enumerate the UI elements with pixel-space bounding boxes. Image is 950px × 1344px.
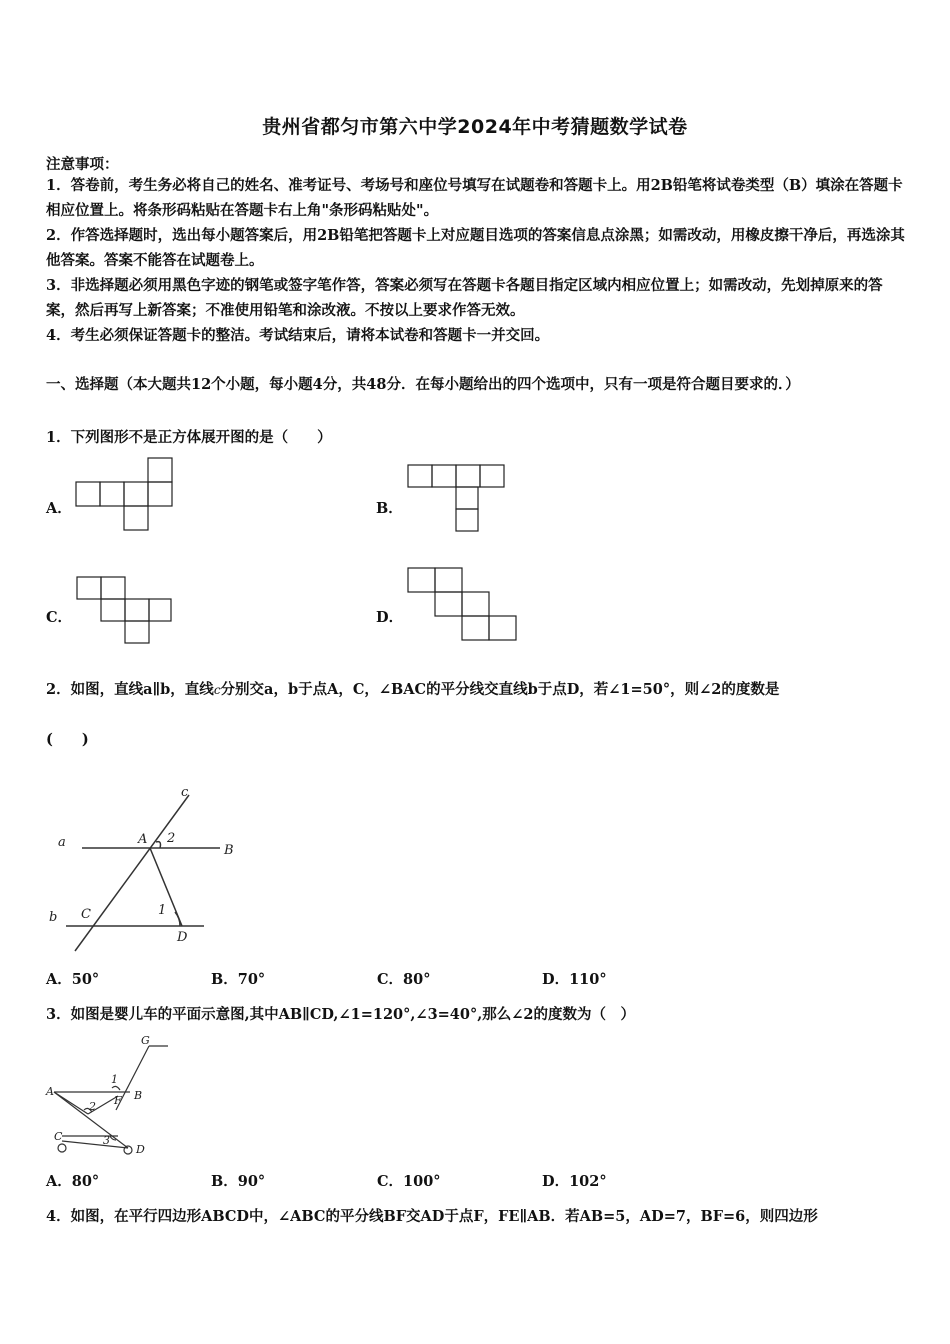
q1-option-a-figure (70, 455, 180, 535)
q1-option-d-figure (400, 563, 525, 648)
section-heading: 一、选择题（本大题共12个小题，每小题4分，共48分．在每小题给出的四个选项中，只有一项是符合题目要求的．） (46, 376, 800, 393)
q3-label-1: 1 (111, 1073, 118, 1086)
notice-item-2: 2．作答选择题时，选出每小题答案后，用2B铅笔把答题卡上对应题目选项的答案信息点涂黑；如需改动，用橡皮擦干净后，再选涂其他答案。答案不能答在试题卷上。 (46, 227, 905, 269)
q2-label-1: 1 (158, 903, 167, 918)
q2-choice-c: C．80° (377, 971, 431, 988)
q3-label-B: B (134, 1089, 143, 1102)
q3-label-F: F (114, 1094, 122, 1107)
q3-label-G: G (141, 1034, 150, 1047)
q2-label-a: a (58, 835, 66, 850)
q2-label-D: D (177, 930, 188, 945)
q3-choice-a: A．80° (46, 1173, 100, 1190)
page-title: 贵州省都匀市第六中学2024年中考猜题数学试卷 (262, 116, 688, 138)
angle-2-arc (156, 842, 161, 848)
q2-stem-italic-c: c (213, 683, 221, 697)
q1-option-c-figure (70, 573, 180, 648)
q1-option-b-label: B． (376, 500, 403, 517)
q2-stem-part-2: 分别交a，b于点A，C，∠BAC的平分线交直线b于点D，若∠1=50°，则∠2的度数是 (220, 681, 780, 698)
q2-choice-a: A．50° (46, 971, 100, 988)
q4-stem: 4．如图，在平行四边形ABCD中，∠ABC的平分线BF交AD于点F，FE∥AB．若AB=5，AD=7，BF=6，则四边形 (46, 1208, 818, 1225)
q2-choice-d: D．110° (542, 971, 607, 988)
line-c (75, 795, 189, 951)
q3-choice-d: D．102° (542, 1173, 607, 1190)
q1-option-c-label: C． (46, 609, 73, 626)
wheel-d (124, 1146, 132, 1154)
q1-option-b-figure (400, 460, 510, 535)
q3-label-A: A (46, 1085, 54, 1098)
q2-stem-part-1: 2．如图，直线a∥b，直线 (46, 681, 214, 698)
q2-stem (46, 678, 779, 699)
notice-item-4: 4．考生必须保证答题卡的整洁。考试结束后，请将本试卷和答题卡一并交回。 (46, 327, 550, 344)
q3-figure (46, 1032, 176, 1162)
q2-choice-b: B．70° (211, 971, 266, 988)
angle-1-arc (112, 1086, 120, 1090)
q3-label-C: C (54, 1130, 63, 1143)
q3-label-D: D (136, 1143, 145, 1156)
q2-label-b: b (49, 910, 58, 925)
wheel-c (58, 1144, 66, 1152)
q3-label-2: 2 (89, 1100, 96, 1113)
q2-label-c: c (181, 785, 189, 800)
q3-choice-c: C．100° (377, 1173, 441, 1190)
notice-item-1: 1．答卷前，考生务必将自己的姓名、准考证号、考场号和座位号填写在试题卷和答题卡上。用2B铅笔将试卷类型（B）填涂在答题卡相应位置上。将条形码粘贴在答题卡右上角"条形码粘贴处"。 (46, 177, 903, 219)
q2-figure (46, 780, 246, 950)
q2-label-C: C (81, 907, 91, 922)
q3-stem: 3．如图是婴儿车的平面示意图,其中AB∥CD,∠1=120°,∠3=40°,那么∠2的度数为（ ） (46, 1006, 636, 1023)
q2-label-A: A (138, 832, 148, 847)
line-cd (62, 1141, 128, 1148)
q2-answer-paren: ( ) (46, 731, 89, 748)
q2-label-B: B (224, 843, 234, 858)
q1-option-d-label: D． (376, 609, 404, 626)
seat-line (54, 1092, 88, 1114)
q2-label-2: 2 (167, 831, 176, 846)
q1-option-a-label: A． (46, 500, 72, 517)
notice-item-3: 3．非选择题必须用黑色字迹的钢笔或签字笔作答，答案必须写在答题卡各题目指定区域内相应位置上；如需改动，先划掉原来的答案，然后再写上新答案；不准使用铅笔和涂改液。不按以上要求作答无效。 (46, 277, 883, 319)
q3-label-3: 3 (103, 1134, 110, 1147)
q3-choice-b: B．90° (211, 1173, 266, 1190)
q1-stem: 1．下列图形不是正方体展开图的是（ ） (46, 429, 332, 446)
notice-heading: 注意事项： (46, 156, 119, 173)
